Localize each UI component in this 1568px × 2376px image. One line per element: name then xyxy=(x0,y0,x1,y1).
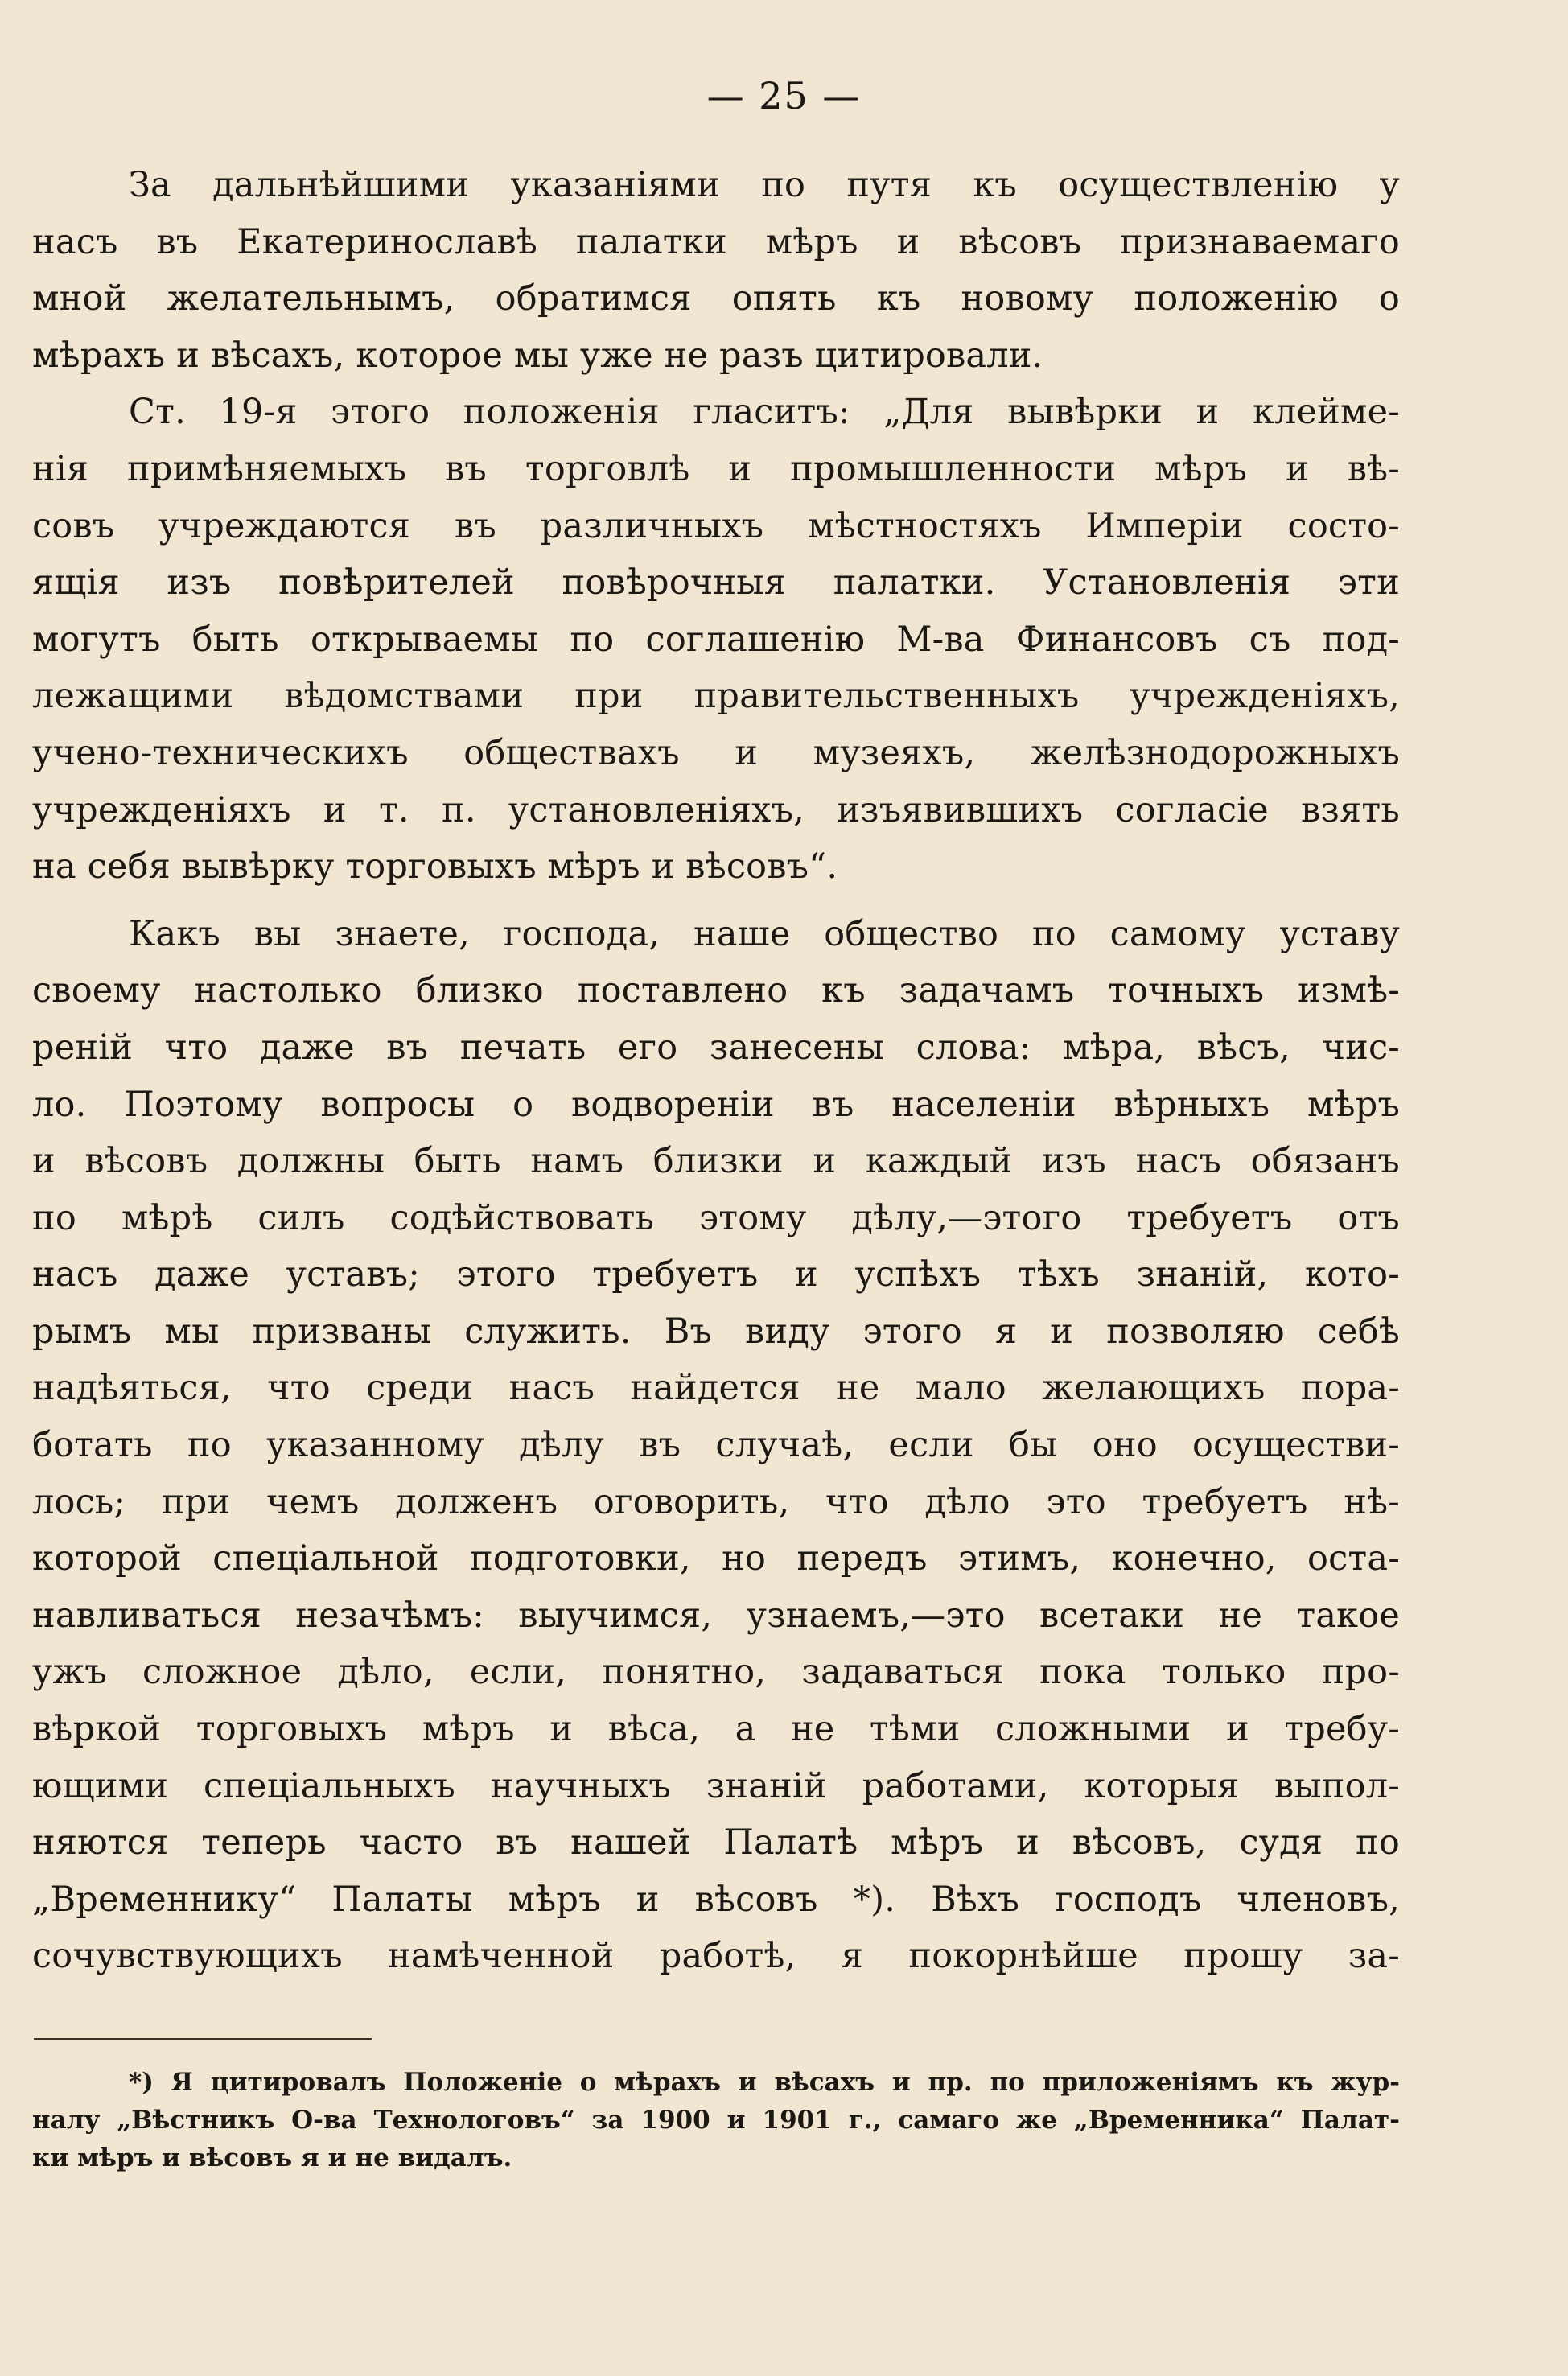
paragraph-spacer xyxy=(32,896,1400,906)
text-line: рымъ мы призваны служить. Въ виду этого я и позволяю себѣ xyxy=(32,1311,1400,1352)
text-line: на себя вывѣрку торговыхъ мѣръ и вѣсовъ“. xyxy=(32,846,838,887)
text-line: нія примѣняемыхъ въ торговлѣ и промышленности мѣръ и вѣ- xyxy=(32,448,1400,489)
text-line: мѣрахъ и вѣсахъ, которое мы уже не разъ цитировали. xyxy=(32,335,1043,376)
text-line: няются теперь часто въ нашей Палатѣ мѣръ и вѣсовъ, судя по xyxy=(32,1822,1400,1863)
text-line: насъ даже уставъ; этого требуетъ и успѣхъ тѣхъ знаній, кото- xyxy=(32,1254,1400,1295)
footnote xyxy=(32,2064,1400,2177)
text-line: За дальнѣйшими указаніями по путя къ осуществленію у xyxy=(129,165,1400,205)
text-line: ужъ сложное дѣло, если, понятно, задаваться пока только про- xyxy=(32,1652,1400,1693)
text-line: совъ учреждаются въ различныхъ мѣстностяхъ Имперіи состо- xyxy=(32,505,1400,546)
footnote-separator xyxy=(34,2038,372,2040)
text-line: ящія изъ повѣрителей повѣрочныя палатки. Установленія эти xyxy=(32,562,1400,603)
text-line: Ст. 19-я этого положенія гласитъ: „Для вывѣрки и клейме- xyxy=(129,392,1400,433)
text-line: „Временнику“ Палаты мѣръ и вѣсовъ *). Вѣхъ господъ членовъ, xyxy=(32,1879,1400,1920)
text-line: и вѣсовъ должны быть намъ близки и каждый изъ насъ обязанъ xyxy=(32,1141,1400,1182)
text-line: лежащими вѣдомствами при правительственныхъ учрежденіяхъ, xyxy=(32,676,1400,717)
body-text xyxy=(32,157,1400,1985)
text-line: которой спеціальной подготовки, но передъ этимъ, конечно, оста- xyxy=(32,1538,1400,1579)
paragraph-1 xyxy=(32,157,1400,384)
paragraph-2 xyxy=(32,384,1400,895)
page-number: — 25 — xyxy=(706,74,862,117)
text-line: вѣркой торговыхъ мѣръ и вѣса, а не тѣми сложными и требу- xyxy=(32,1709,1400,1750)
text-line: мной желательнымъ, обратимся опять къ новому положенію о xyxy=(32,278,1400,319)
footnote-line: ки мѣръ и вѣсовъ я и не видалъ. xyxy=(32,2143,512,2172)
text-line: по мѣрѣ силъ содѣйствовать этому дѣлу,—этого требуетъ отъ xyxy=(32,1197,1400,1238)
text-line: могутъ быть открываемы по соглашенію М-ва Финансовъ съ под- xyxy=(32,619,1400,660)
text-line: реній что даже въ печать его занесены слова: мѣра, вѣсъ, чис- xyxy=(32,1027,1400,1068)
text-line: сочувствующихъ намѣченной работѣ, я покорнѣйше прошу за- xyxy=(32,1936,1400,1977)
text-line: лось; при чемъ долженъ оговорить, что дѣло это требуетъ нѣ- xyxy=(32,1481,1400,1522)
footnote-line: *) Я цитировалъ Положеніе о мѣрахъ и вѣсахъ и пр. по приложеніямъ къ жур- xyxy=(129,2068,1400,2097)
text-line: учено-техническихъ обществахъ и музеяхъ, желѣзнодорожныхъ xyxy=(32,732,1400,773)
text-line: навливаться незачѣмъ: выучимся, узнаемъ,—это всетаки не такое xyxy=(32,1595,1400,1636)
paragraph-3 xyxy=(32,906,1400,1985)
text-line: ло. Поэтому вопросы о водвореніи въ населеніи вѣрныхъ мѣръ xyxy=(32,1084,1400,1125)
text-line: своему настолько близко поставлено къ задачамъ точныхъ измѣ- xyxy=(32,970,1400,1011)
text-line: учрежденіяхъ и т. п. установленіяхъ, изъявившихъ согласіе взять xyxy=(32,789,1400,830)
text-line: ющими спеціальныхъ научныхъ знаній работами, которыя выпол- xyxy=(32,1765,1400,1806)
text-line: насъ въ Екатеринославѣ палатки мѣръ и вѣсовъ признаваемаго xyxy=(32,221,1400,262)
text-line: ботать по указанному дѣлу въ случаѣ, если бы оно осуществи- xyxy=(32,1425,1400,1466)
text-line: Какъ вы знаете, господа, наше общество по самому уставу xyxy=(129,913,1400,954)
text-line: надѣяться, что среди насъ найдется не мало желающихъ пора- xyxy=(32,1368,1400,1409)
footnote-line: налу „Вѣстникъ О-ва Технологовъ“ за 1900 и 1901 г., самаго же „Временника“ Палат- xyxy=(32,2106,1400,2135)
